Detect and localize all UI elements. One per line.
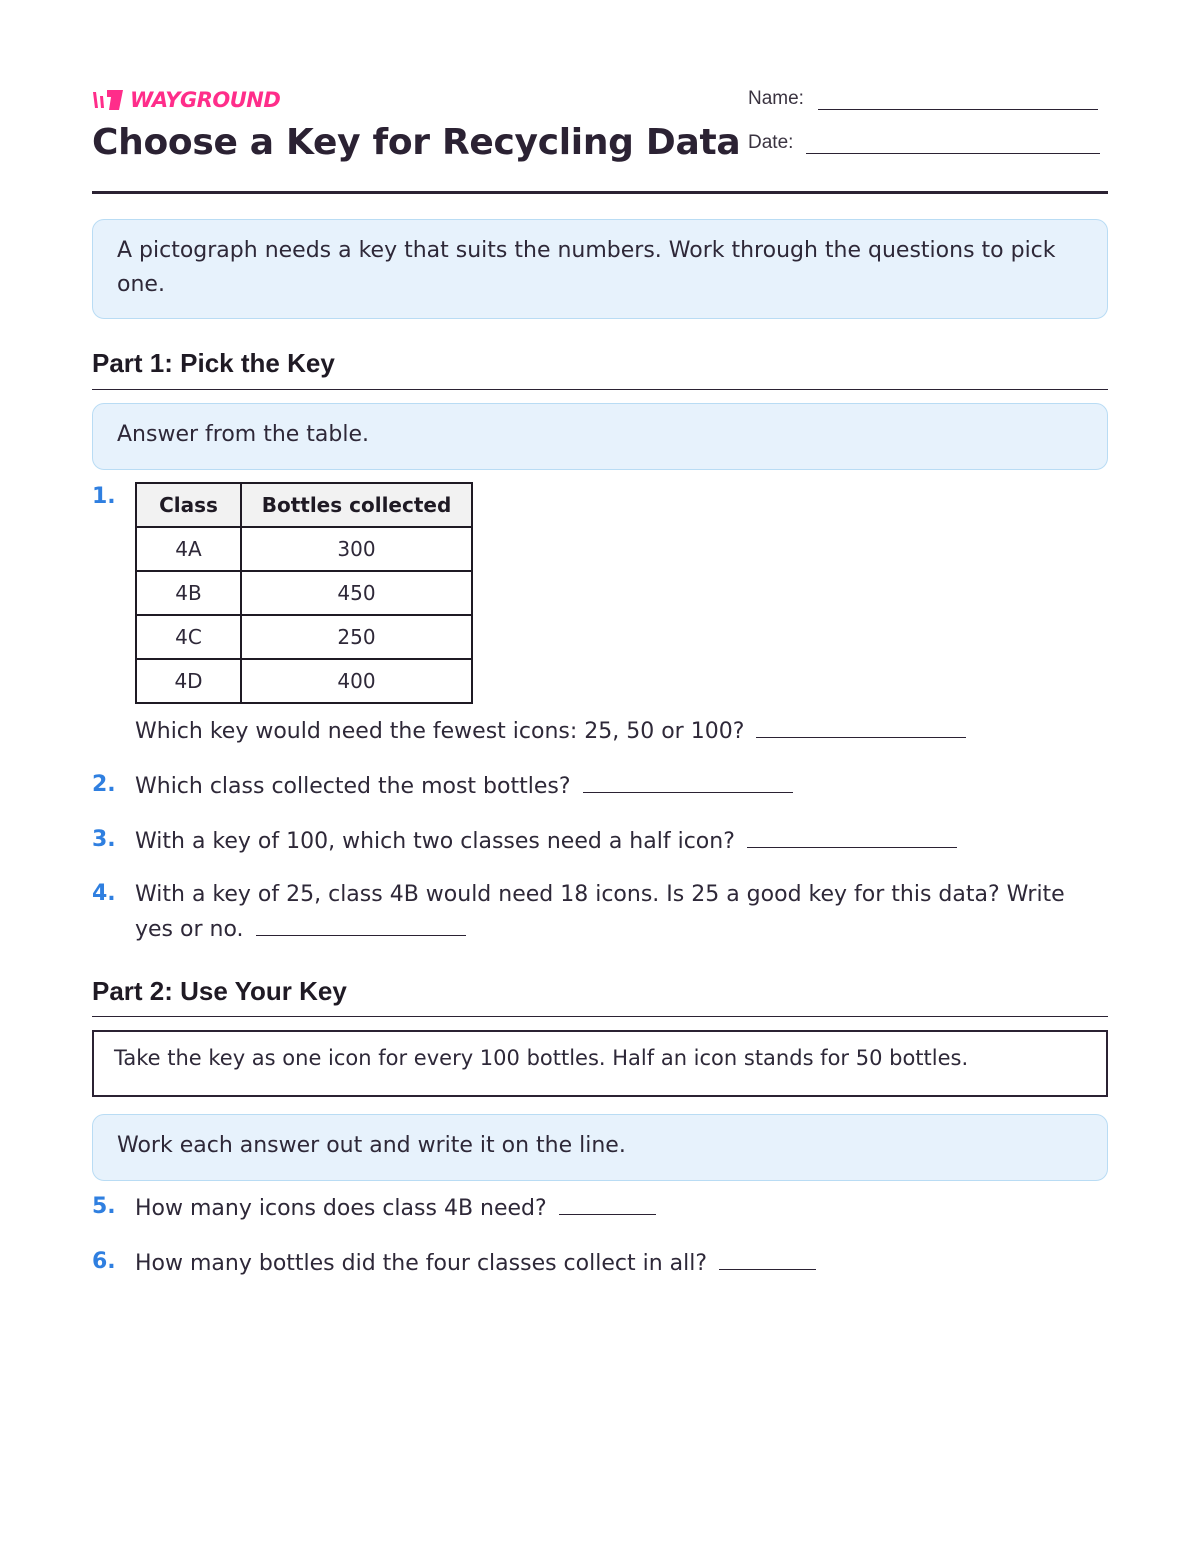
question-number: 6.: [92, 1249, 116, 1274]
date-line[interactable]: [806, 152, 1100, 154]
answer-line-1[interactable]: [756, 736, 966, 738]
name-field[interactable]: [748, 88, 1098, 110]
question-number: 1.: [92, 484, 116, 509]
part2-divider: [92, 1016, 1108, 1017]
table-cell-bottles: 400: [241, 659, 472, 703]
key-note-text: Take the key as one icon for every 100 bottles. Half an icon stands for 50 bottles.: [114, 1046, 969, 1070]
table-header-row: [136, 483, 472, 527]
question-2-text: Which class collected the most bottles?: [135, 774, 571, 799]
question-number: 4.: [92, 881, 116, 906]
question-text: [135, 877, 1108, 947]
part1-instruction-callout: [92, 403, 1108, 470]
table-row: [136, 615, 472, 659]
part1-title: Part 1: Pick the Key: [92, 348, 335, 378]
question-text: [135, 824, 957, 859]
intro-callout: [92, 219, 1108, 319]
question-1-text: Which key would need the fewest icons: 25, 50 or 100?: [135, 719, 745, 744]
part2-title: Part 2: Use Your Key: [92, 976, 347, 1006]
answer-line-2[interactable]: [583, 791, 793, 793]
brand-logo: [92, 86, 280, 114]
question-number: 5.: [92, 1194, 116, 1219]
key-note-box: [92, 1030, 1108, 1097]
question-5-text: How many icons does class 4B need?: [135, 1196, 547, 1221]
table-cell-class: 4A: [136, 527, 241, 571]
table-cell-class: 4B: [136, 571, 241, 615]
date-label: Date:: [748, 132, 794, 153]
table-cell-bottles: 450: [241, 571, 472, 615]
name-label: Name:: [748, 88, 804, 109]
question-6-text: How many bottles did the four classes collect in all?: [135, 1251, 708, 1276]
answer-line-3[interactable]: [747, 846, 957, 848]
bottles-table: [135, 482, 473, 704]
question-text: [135, 1191, 656, 1226]
page-title: Choose a Key for Recycling Data: [92, 122, 741, 163]
question-3-text: With a key of 100, which two classes need a half icon?: [135, 829, 735, 854]
answer-line-6[interactable]: [719, 1268, 816, 1270]
question-number: 3.: [92, 827, 116, 852]
part1-instruction: Answer from the table.: [117, 422, 370, 447]
table-row: [136, 527, 472, 571]
question-text: [135, 714, 966, 749]
question-text: [135, 1246, 816, 1281]
part2-instruction: Work each answer out and write it on the line.: [117, 1133, 626, 1158]
question-4-text: With a key of 25, class 4B would need 18 icons. Is 25 a good key for this data? Write yes or no.: [135, 882, 1065, 942]
table-cell-bottles: 250: [241, 615, 472, 659]
answer-line-4[interactable]: [256, 934, 466, 936]
question-text: [135, 769, 793, 804]
name-line[interactable]: [818, 108, 1098, 110]
question-number: 2.: [92, 772, 116, 797]
brand-name: WAYGROUND: [130, 88, 281, 112]
table-cell-class: 4C: [136, 615, 241, 659]
table-row: [136, 571, 472, 615]
part1-divider: [92, 389, 1108, 390]
table-row: [136, 659, 472, 703]
header-divider: [92, 191, 1108, 194]
table-header-bottles: Bottles collected: [241, 483, 472, 527]
wayground-logo-icon: [92, 88, 124, 112]
part2-instruction-callout: [92, 1114, 1108, 1181]
table-cell-bottles: 300: [241, 527, 472, 571]
intro-text: A pictograph needs a key that suits the numbers. Work through the questions to pick one.: [117, 238, 1056, 297]
table-header-class: Class: [136, 483, 241, 527]
date-field[interactable]: [748, 132, 1100, 154]
answer-line-5[interactable]: [559, 1213, 656, 1215]
table-cell-class: 4D: [136, 659, 241, 703]
